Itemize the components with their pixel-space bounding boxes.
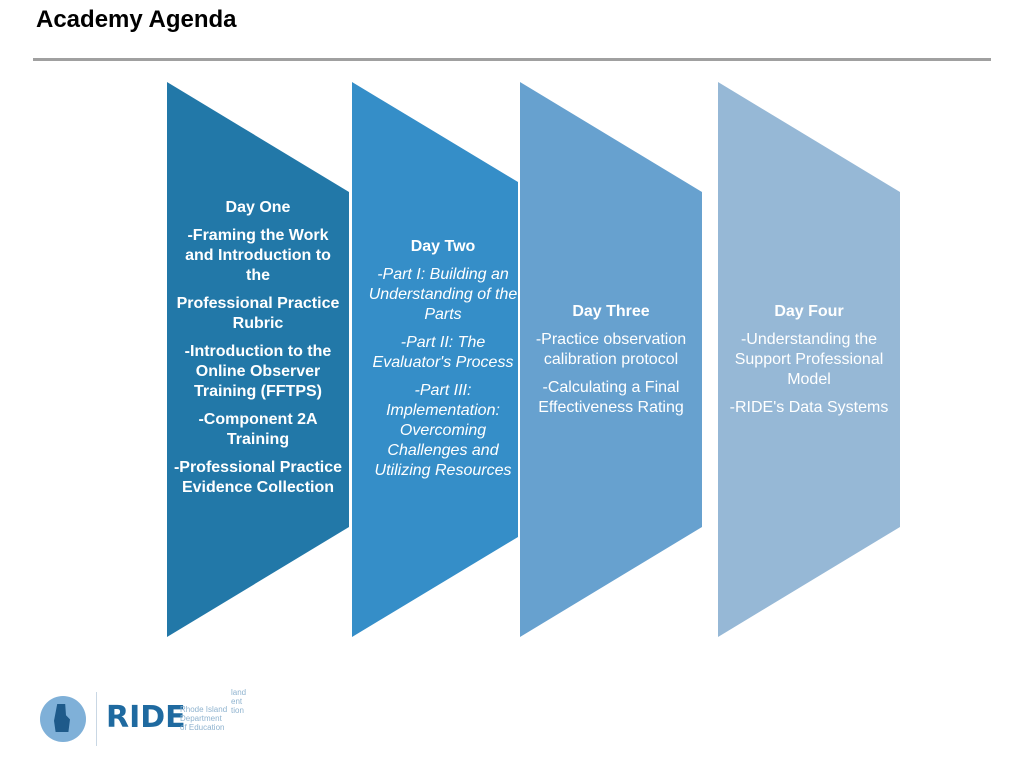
logo-line: Rhode Island bbox=[180, 705, 228, 714]
title-divider bbox=[33, 58, 991, 61]
day-one-text bbox=[172, 198, 344, 506]
logo-separator bbox=[96, 692, 97, 746]
logo-line: of Education bbox=[180, 723, 225, 732]
day-four-heading: Day Four bbox=[774, 303, 844, 320]
page-title: Academy Agenda bbox=[36, 6, 237, 33]
day-four-item: -Understanding the Support Professional Model bbox=[734, 331, 884, 388]
day-one-item: -Introduction to the Online Observer Training (FFTPS) bbox=[184, 343, 332, 400]
day-three-item: -Practice observation calibration protocol bbox=[535, 331, 687, 368]
logo-line: Department bbox=[180, 714, 222, 723]
day-two-item: -Part III: Implementation: Overcoming Challenges and Utilizing Resources bbox=[374, 382, 512, 479]
day-four-item: -RIDE's Data Systems bbox=[729, 399, 889, 416]
day-two-heading: Day Two bbox=[410, 238, 476, 255]
day-one-item: Professional Practice Rubric bbox=[176, 295, 340, 332]
day-one-chevron bbox=[167, 82, 349, 637]
ride-logo bbox=[38, 686, 258, 750]
logo-wordmark: RIDE bbox=[106, 700, 186, 735]
day-two-item: -Part II: The Evaluator's Process bbox=[372, 334, 514, 371]
day-two-text bbox=[360, 237, 526, 489]
logo-fragment-line: land bbox=[231, 688, 247, 697]
day-three-heading: Day Three bbox=[572, 303, 650, 320]
logo-fragment-line: ent bbox=[231, 697, 243, 706]
day-one-item: -Component 2A Training bbox=[198, 411, 318, 448]
day-one-item: -Professional Practice Evidence Collection bbox=[173, 459, 343, 496]
day-three-chevron bbox=[520, 82, 702, 637]
day-three-text bbox=[528, 302, 694, 426]
logo-fragment bbox=[231, 688, 246, 715]
day-four-chevron bbox=[718, 82, 900, 637]
day-four-text bbox=[726, 302, 892, 426]
logo-fragment-line: tion bbox=[231, 706, 244, 715]
day-two-item: -Part I: Building an Understanding of the Parts bbox=[368, 266, 518, 323]
day-one-heading: Day One bbox=[225, 199, 291, 216]
logo-subtitle bbox=[180, 705, 227, 732]
day-two-chevron bbox=[352, 82, 518, 637]
day-one-item: -Framing the Work and Introduction to the bbox=[185, 227, 331, 284]
day-three-item: -Calculating a Final Effectiveness Rating bbox=[538, 379, 684, 416]
